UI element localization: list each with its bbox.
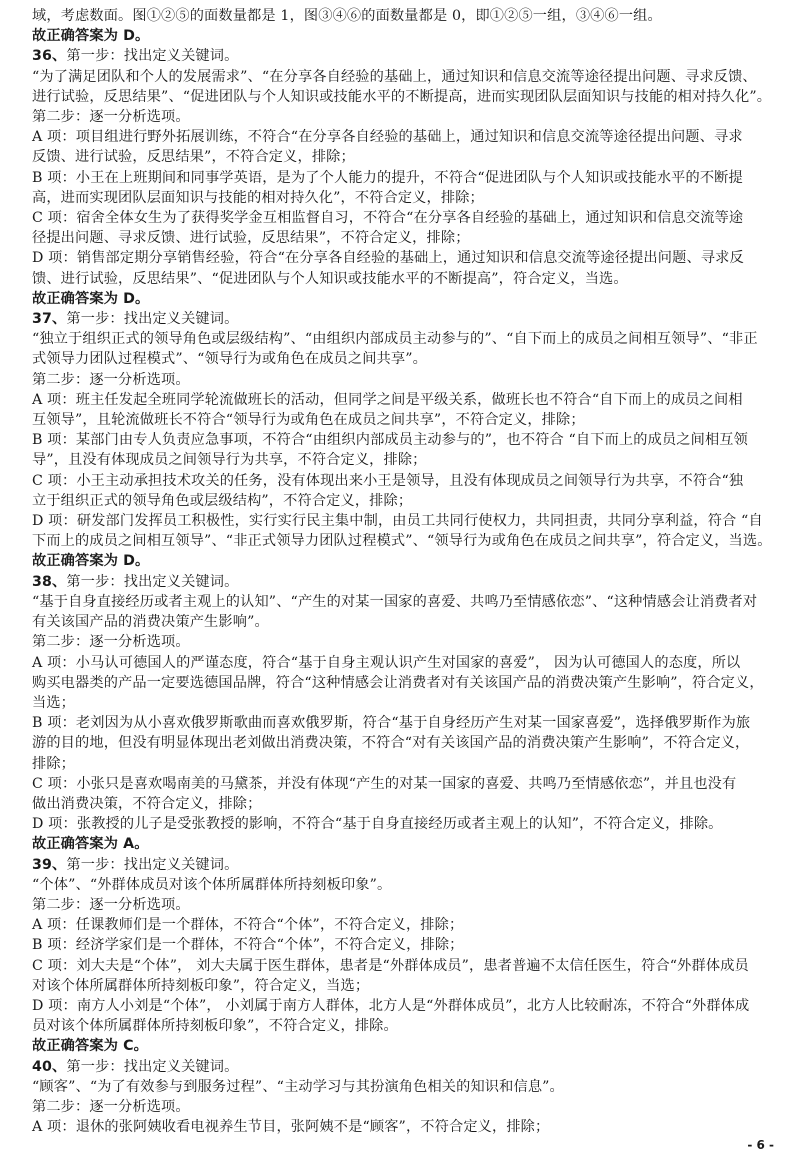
text-line (32, 653, 782, 673)
text-line (32, 673, 782, 693)
text-line (32, 774, 782, 794)
text-line (32, 491, 782, 511)
line-text: 第一步：找出定义关键词。 (66, 856, 239, 873)
text-line (32, 713, 782, 733)
text-line (32, 531, 782, 551)
line-text: 馈、进行试验，反思结果”、“促进团队与个人知识或技能水平的不断提高”，符合定义，当选。 (32, 270, 628, 287)
line-text: 员对该个体所属群体所持刻板印象”，不符合定义，排除。 (32, 1018, 398, 1035)
line-text: A 项：班主任发起全班同学轮流做班长的活动，但同学之间是平级关系，做班长也不符合“自下而上的成员之间相 (32, 391, 743, 408)
line-text: 故正确答案为 D。 (32, 553, 150, 570)
line-text: 第二步：逐一分析选项。 (32, 109, 190, 126)
text-line (32, 632, 782, 652)
text-line (32, 107, 782, 127)
page-number: - 6 - (747, 1138, 774, 1152)
line-text: 第二步：逐一分析选项。 (32, 634, 190, 651)
line-text: D 项：销售部定期分享销售经验，符合“在分享各自经验的基础上，通过知识和信息交流等途径提出问题、寻求反 (32, 250, 744, 267)
question-number: 36、 (32, 48, 67, 65)
line-text: 第一步：找出定义关键词。 (66, 311, 239, 328)
text-line (32, 733, 782, 753)
line-text: 第二步：逐一分析选项。 (32, 896, 190, 913)
text-line (32, 370, 782, 390)
line-text: 购买电器类的产品一定要选德国品牌，符合“这种情感会让消费者对有关该国产品的消费决策产生影响”，符合定义， (32, 674, 764, 691)
text-line (32, 1016, 782, 1036)
answer-line (32, 834, 782, 854)
text-line (32, 390, 782, 410)
text-line (32, 1077, 782, 1097)
text-line (32, 450, 782, 470)
line-text: C 项：小王主动承担技术攻关的任务，没有体现出来小王是领导，且没有体现成员之间领导行为共享，不符合“独 (32, 472, 744, 489)
question-number: 38、 (32, 573, 67, 590)
line-text: 当选； (32, 694, 76, 711)
line-text: 故正确答案为 C。 (32, 1038, 149, 1055)
text-line (32, 168, 782, 188)
line-text: B 项：小王在上班期间和同事学英语，是为了个人能力的提升，不符合“促进团队与个人知识或技能水平的不断提 (32, 169, 743, 186)
text-line (32, 895, 782, 915)
text-line (32, 269, 782, 289)
question-number: 37、 (32, 311, 67, 328)
question-number: 40、 (32, 1058, 67, 1075)
text-line (32, 228, 782, 248)
line-text: 游的目的地，但没有明显体现出老刘做出消费决策，不符合“对有关该国产品的消费决策产生影响”，不符合定义， (32, 735, 750, 752)
text-line (32, 67, 782, 87)
answer-line (32, 551, 782, 571)
line-text: 径提出问题、寻求反馈、进行试验，反思结果”，不符合定义，排除； (32, 230, 470, 247)
line-text: 对该个体所属群体所持刻板印象”，符合定义，当选； (32, 977, 370, 994)
text-line (32, 814, 782, 834)
line-text: D 项：研发部门发挥员工积极性，实行实行民主集中制，由员工共同行使权力，共同担责，共同分享利益，符合 “自 (32, 513, 763, 530)
line-text: “个体”、“外群体成员对该个体所属群体所持刻板印象”。 (32, 876, 392, 893)
line-text: C 项：刘大夫是“个体”， 刘大夫属于医生群体，患者是“外群体成员”，患者普遍不太信任医生，符合“外群体成员 (32, 957, 749, 974)
text-line (32, 147, 782, 167)
line-text: 下而上的成员之间相互领导”、“非正式领导力团队过程模式”、“领导行为或角色在成员之间共享”，符合定义，当选。 (32, 533, 772, 550)
text-line (32, 976, 782, 996)
text-line (32, 208, 782, 228)
line-text: 故正确答案为 D。 (32, 28, 150, 45)
answer-line (32, 289, 782, 309)
text-line (32, 6, 782, 26)
question-header (32, 1057, 782, 1077)
line-text: B 项：某部门由专人负责应急事项，不符合“由组织内部成员主动参与的”，也不符合 “自下而上的成员之间相互领 (32, 432, 748, 449)
line-text: “基于自身直接经历或者主观上的认知”、“产生的对某一国家的喜爱、共鸣乃至情感依恋”、“这种情感会让消费者对 (32, 593, 758, 610)
line-text: 第二步：逐一分析选项。 (32, 371, 190, 388)
text-line (32, 248, 782, 268)
line-text: 第一步：找出定义关键词。 (66, 1058, 239, 1075)
line-text: 高，进而实现团队层面知识与技能的相对持久化”，不符合定义，排除； (32, 189, 484, 206)
line-text: 导”，且没有体现成员之间领导行为共享，不符合定义，排除； (32, 452, 427, 469)
line-text: 排除； (32, 755, 76, 772)
question-header (32, 309, 782, 329)
line-text: 第一步：找出定义关键词。 (66, 573, 239, 590)
text-line (32, 410, 782, 430)
text-line (32, 188, 782, 208)
line-text: A 项：任课教师们是一个群体，不符合“个体”，不符合定义，排除； (32, 917, 464, 934)
text-line (32, 471, 782, 491)
text-line (32, 430, 782, 450)
question-header (32, 855, 782, 875)
text-line (32, 935, 782, 955)
line-text: 第二步：逐一分析选项。 (32, 1098, 190, 1115)
line-text: 做出消费决策，不符合定义，排除； (32, 795, 262, 812)
text-line (32, 875, 782, 895)
question-number: 39、 (32, 856, 67, 873)
line-text: “独立于组织正式的领导角色或层级结构”、“由组织内部成员主动参与的”、“自下而上的成员之间相互领导”、“非正 (32, 331, 758, 348)
line-text: C 项：小张只是喜欢喝南美的马黛茶，并没有体现“产生的对某一国家的喜爱、共鸣乃至情感依恋”，并且也没有 (32, 775, 737, 792)
line-text: B 项：老刘因为从小喜欢俄罗斯歌曲而喜欢俄罗斯，符合“基于自身经历产生对某一国家喜爱”，选择俄罗斯作为旅 (32, 715, 751, 732)
line-text: 第一步：找出定义关键词。 (66, 48, 239, 65)
text-line (32, 592, 782, 612)
text-line (32, 915, 782, 935)
line-text: 有关该国产品的消费决策产生影响”。 (32, 614, 269, 631)
line-text: 故正确答案为 D。 (32, 290, 150, 307)
line-text: 式领导力团队过程模式”、“领导行为或角色在成员之间共享”。 (32, 351, 427, 368)
line-text: A 项：退休的张阿姨收看电视养生节目，张阿姨不是“顾客”，不符合定义，排除； (32, 1119, 550, 1136)
line-text: “顾客”、“为了有效参与到服务过程”、“主动学习与其扮演角色相关的知识和信息”。 (32, 1078, 564, 1095)
text-line (32, 349, 782, 369)
question-header (32, 572, 782, 592)
text-line (32, 511, 782, 531)
text-line (32, 329, 782, 349)
text-line (32, 127, 782, 147)
line-text: B 项：经济学家们是一个群体，不符合“个体”，不符合定义，排除； (32, 937, 464, 954)
text-line (32, 1097, 782, 1117)
text-line (32, 996, 782, 1016)
line-text: 进行试验，反思结果”、“促进团队与个人知识或技能水平的不断提高，进而实现团队层面知识与技能的相对持久化”。 (32, 88, 772, 105)
text-line (32, 1117, 782, 1137)
text-line (32, 794, 782, 814)
line-text: D 项：张教授的儿子是受张教授的影响，不符合“基于自身直接经历或者主观上的认知”，不符合定义，排除。 (32, 816, 723, 833)
line-text: “为了满足团队和个人的发展需求”、“在分享各自经验的基础上，通过知识和信息交流等途径提出问题、寻求反馈、 (32, 68, 757, 85)
text-line (32, 693, 782, 713)
text-line (32, 956, 782, 976)
line-text: A 项：小马认可德国人的严谨态度，符合“基于自身主观认识产生对国家的喜爱”， 因为认可德国人的态度，所以 (32, 654, 741, 671)
line-text: 立于组织正式的领导角色或层级结构”，不符合定义，排除； (32, 492, 413, 509)
line-text: 故正确答案为 A。 (32, 836, 149, 853)
text-line (32, 87, 782, 107)
text-line (32, 754, 782, 774)
line-text: 域，考虑数面。图①②⑤的面数量都是 1，图③④⑥的面数量都是 0，即①②⑤一组，③④⑥一组。 (32, 8, 662, 24)
line-text: A 项：项目组进行野外拓展训练，不符合“在分享各自经验的基础上，通过知识和信息交流等途径提出问题、寻求 (32, 129, 743, 146)
answer-line (32, 1036, 782, 1056)
text-line (32, 612, 782, 632)
answer-explanations (32, 6, 782, 1137)
line-text: 反馈、进行试验，反思结果”，不符合定义，排除； (32, 149, 355, 166)
line-text: 互领导”，且轮流做班长不符合“领导行为或角色在成员之间共享”，不符合定义，排除； (32, 412, 585, 429)
answer-line (32, 26, 782, 46)
line-text: D 项：南方人小刘是“个体”， 小刘属于南方人群体，北方人是“外群体成员”，北方人比较耐冻，不符合“外群体成 (32, 997, 750, 1014)
question-header (32, 46, 782, 66)
line-text: C 项：宿舍全体女生为了获得奖学金互相监督自习，不符合“在分享各自经验的基础上，通过知识和信息交流等途 (32, 210, 744, 227)
